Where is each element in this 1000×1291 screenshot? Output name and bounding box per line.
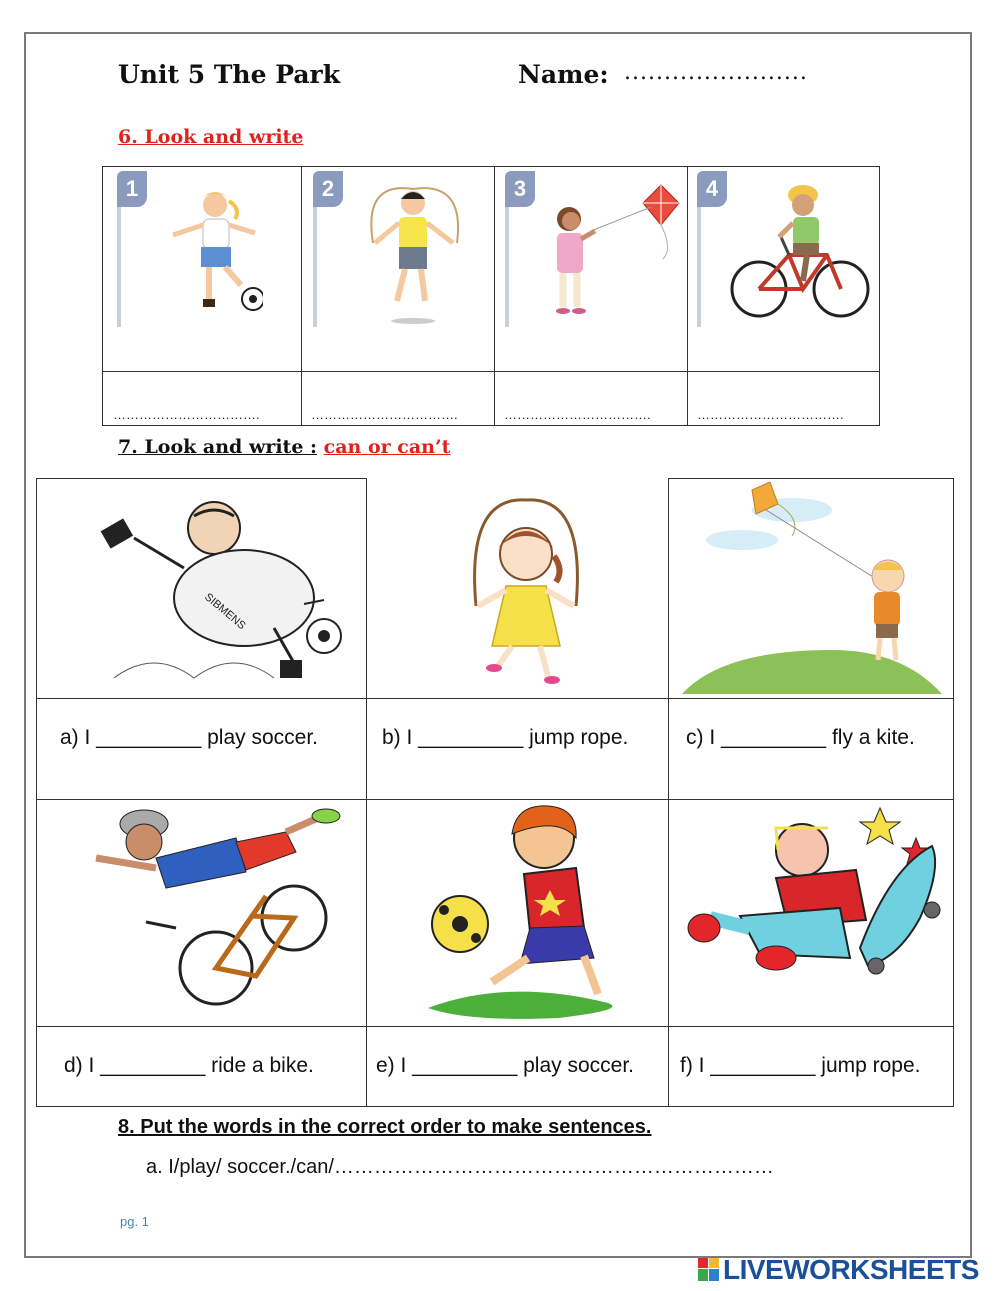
name-label: Name: <box>518 60 609 89</box>
girl-flying-kite-illustration <box>523 179 683 329</box>
sentence-c[interactable]: c) I _________ fly a kite. <box>686 726 915 749</box>
liveworksheets-logo-text: LIVEWORKSHEETS <box>723 1254 979 1285</box>
sentence-f[interactable]: f) I _________ jump rope. <box>680 1054 921 1077</box>
name-field[interactable]: ....................... <box>624 60 808 85</box>
section7-title-text: 7. Look and write : <box>118 436 318 458</box>
worksheet-title: Unit 5 The Park <box>118 60 341 89</box>
section6-grid <box>102 166 880 426</box>
boy-jumping-rope-illustration <box>343 181 473 331</box>
sentence-b[interactable]: b) I _________ jump rope. <box>382 726 629 749</box>
answer-line-3[interactable]: ……………………………. <box>504 407 651 422</box>
boy-falling-skateboard-illustration <box>680 798 950 1020</box>
picture-number-badge: 1 <box>117 171 147 207</box>
answer-line-2[interactable]: ……………………………. <box>311 407 458 422</box>
picture-number-badge: 4 <box>697 171 727 207</box>
answer-line-1[interactable]: ……………………………. <box>113 407 260 422</box>
liveworksheets-logo <box>698 1256 979 1284</box>
liveworksheets-logo-icon <box>698 1258 720 1282</box>
sentence-d[interactable]: d) I _________ ride a bike. <box>64 1054 314 1077</box>
picture-number-badge: 2 <box>313 171 343 207</box>
boy-kicking-ball-illustration <box>408 798 658 1020</box>
sentence-a[interactable]: a) I _________ play soccer. <box>60 726 319 749</box>
girl-playing-soccer-illustration <box>153 183 263 323</box>
svg-text:SIBMENS: SIBMENS <box>202 591 248 633</box>
girl-jumping-rope-illustration <box>436 486 626 690</box>
section8-item-a[interactable]: a. I/play/ soccer./can/………………………………………………………… <box>146 1156 774 1178</box>
answer-line-4[interactable]: ……………………………. <box>697 407 844 422</box>
man-playing-soccer-illustration <box>94 488 354 688</box>
section7-title <box>118 436 450 458</box>
boy-flying-kite-illustration <box>682 480 942 694</box>
section7-title-options: can or can’t <box>323 436 451 458</box>
section8-title: 8. Put the words in the correct order to make sentences. <box>118 1116 652 1138</box>
picture-number-badge: 3 <box>505 171 535 207</box>
page-number: pg. 1 <box>120 1214 149 1229</box>
boy-riding-bike-illustration <box>723 181 873 321</box>
section6-title: 6. Look and write <box>118 126 304 148</box>
section7-grid <box>36 478 954 1107</box>
man-falling-off-bike-illustration <box>56 798 356 1020</box>
sentence-e[interactable]: e) I _________ play soccer. <box>376 1054 635 1077</box>
